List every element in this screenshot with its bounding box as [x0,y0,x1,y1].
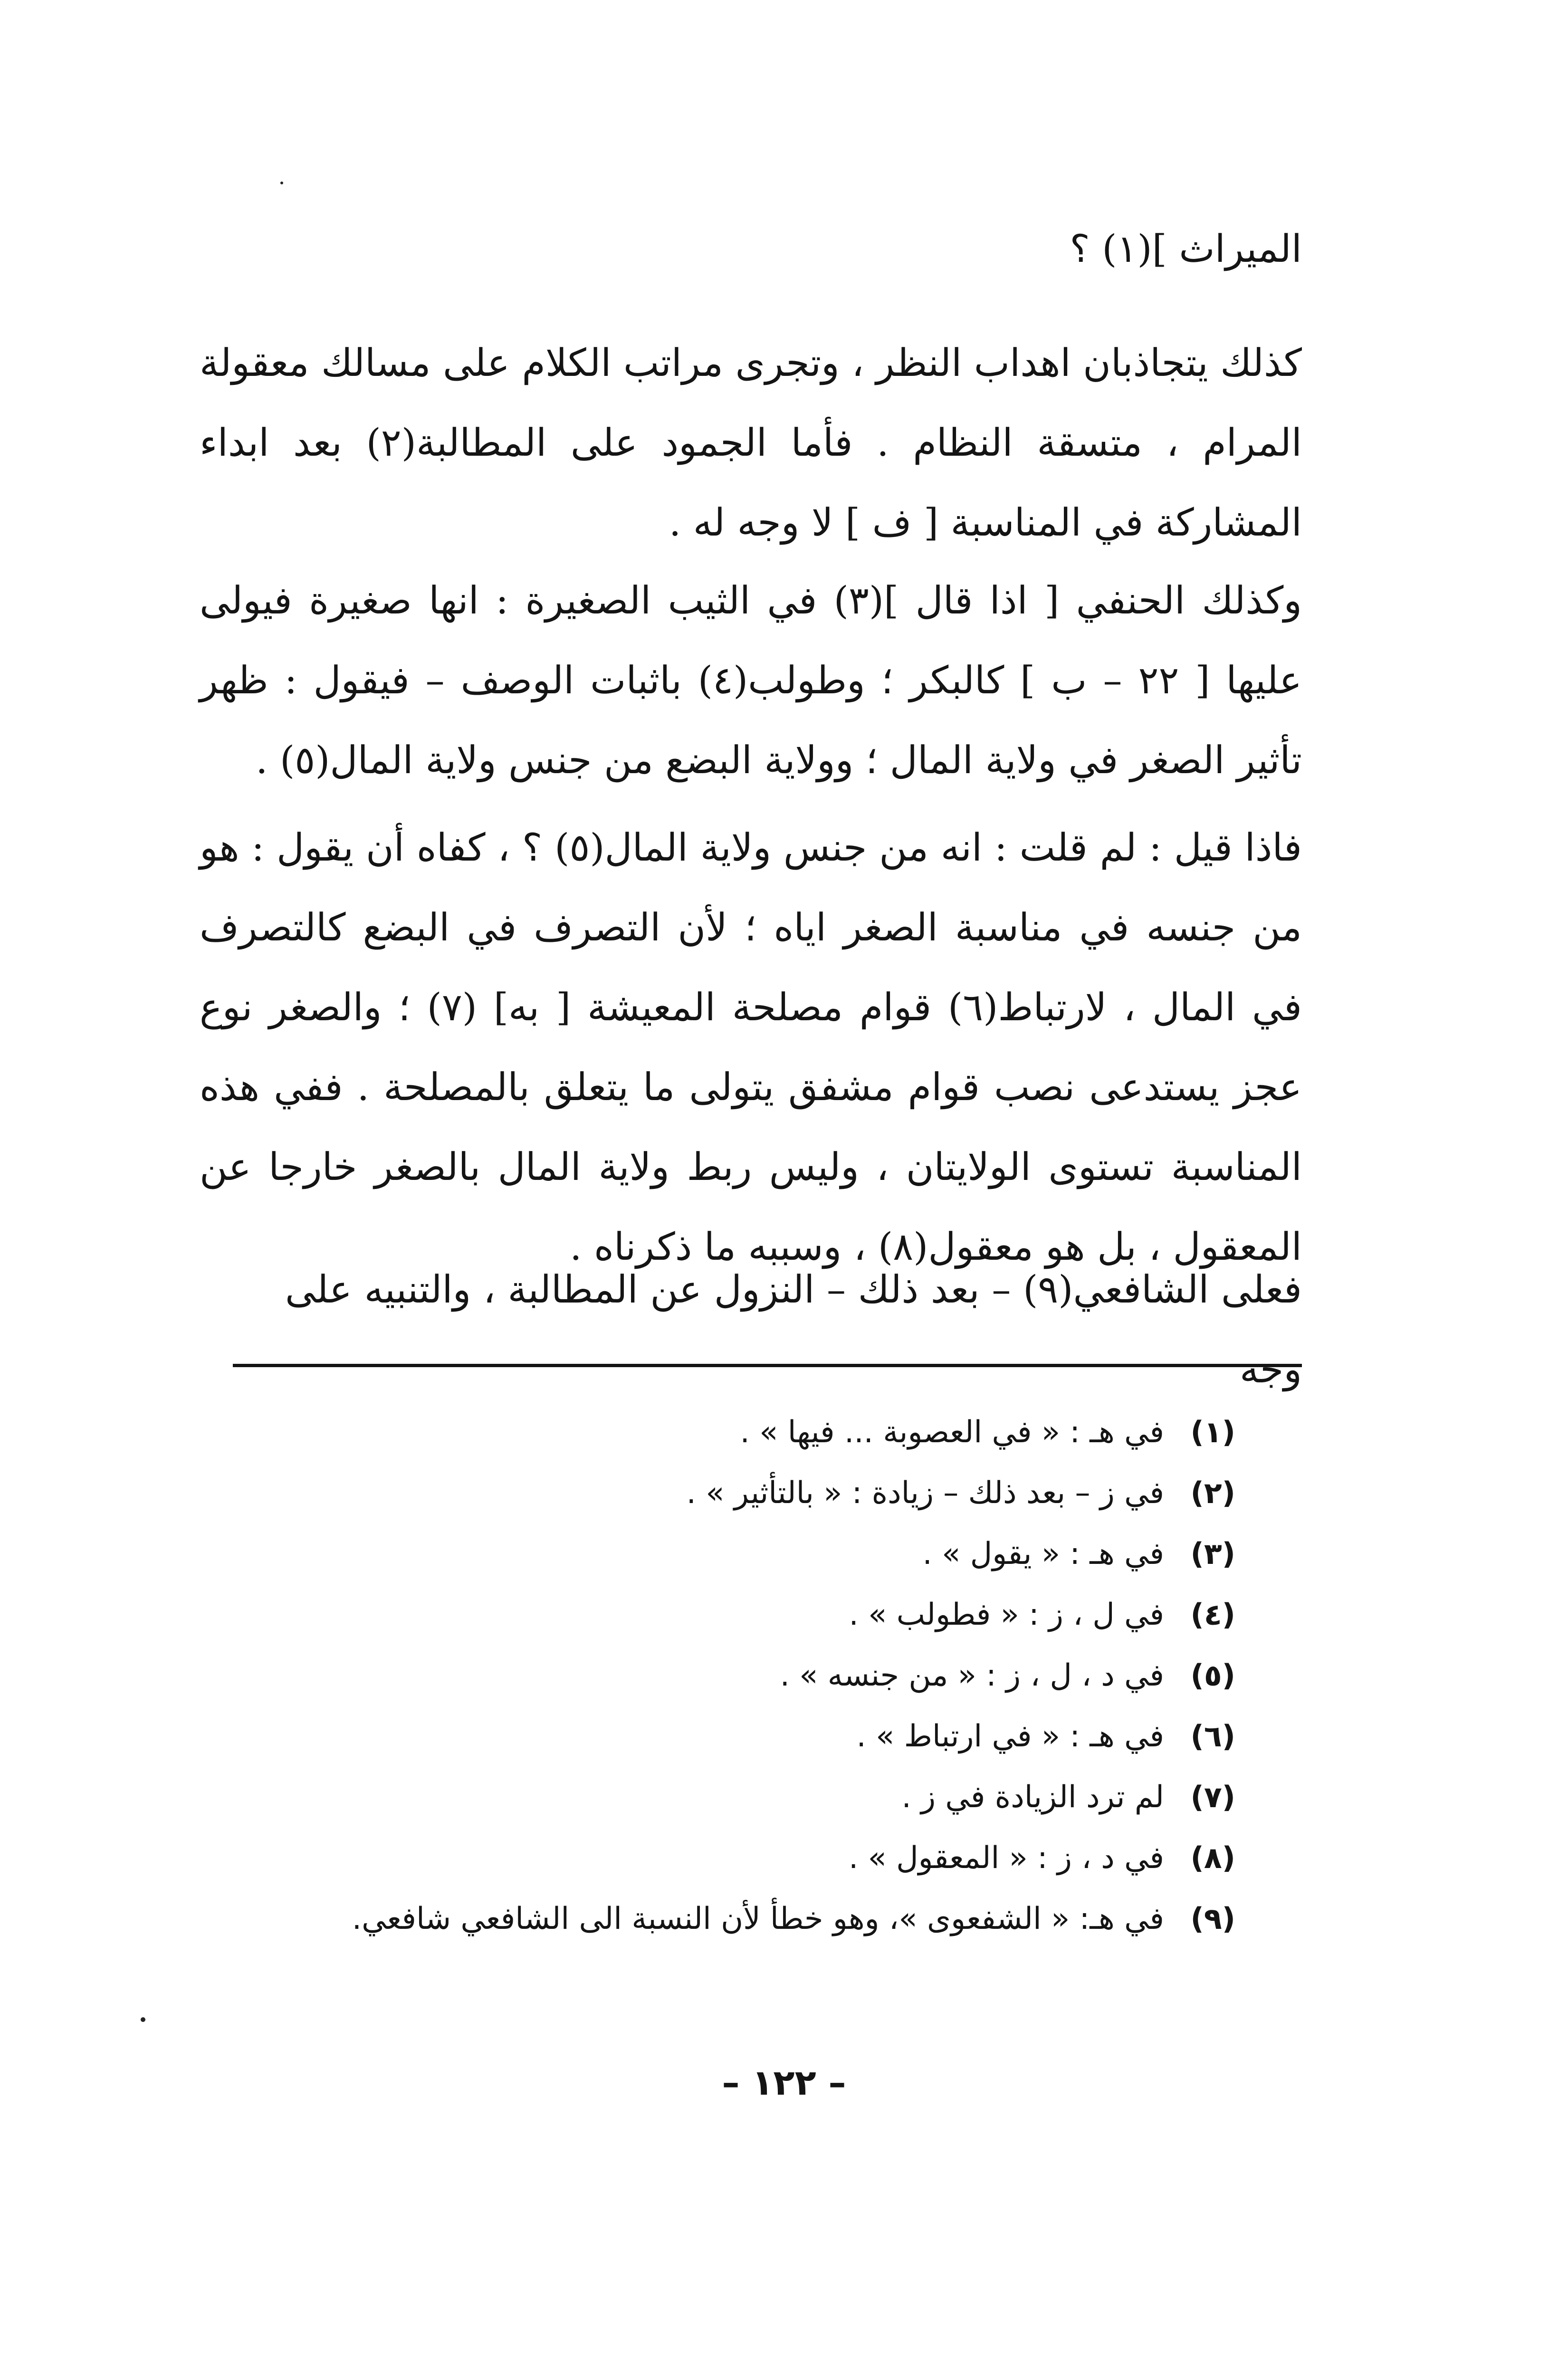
footnote-text: في هـ: « الشفعوى »، وهو خطأ لأن النسبة الى الشافعي شافعي. [352,1901,1164,1936]
footnote-text: في د ، ز : « المعقول » . [848,1840,1164,1876]
footnote-number: (٥) [1190,1658,1235,1693]
footnote-number: (٧) [1190,1780,1235,1814]
footnote-number: (٣) [1190,1536,1235,1571]
footnote-4 [238,1584,1235,1645]
footnote-text: في هـ : « في العصوبة ... فيها » . [740,1415,1164,1450]
footnote-separator-rule [233,1364,1302,1367]
footnote-text: في د ، ل ، ز : « من جنسه » . [780,1658,1164,1693]
scan-speck [141,2017,145,2022]
footnote-2 [238,1463,1235,1523]
footnotes-list [238,1402,1235,1949]
footnote-number: (٤) [1190,1597,1235,1632]
paragraph-4: فعلى الشافعي(٩) – بعد ذلك – النزول عن المطالبة ، والتنبيه على وجه [285,1267,1302,1391]
footnote-9 [238,1888,1235,1949]
continued-heading-line: الميراث ](١) ؟ [1070,227,1302,271]
footnote-number: (٩) [1190,1901,1235,1936]
footnote-text: في هـ : « في ارتباط » . [856,1719,1164,1754]
scan-speck [280,182,283,184]
footnote-number: (٦) [1190,1719,1235,1753]
footnote-number: (٢) [1190,1475,1235,1510]
paragraph-1: كذلك يتجاذبان اهداب النظر ، وتجرى مراتب الكلام على مسالك معقولة المرام ، متسقة النظام . فأما الجمود على المطالبة(٢) بعد ابداء المشاركة في المناسبة [ ف ] لا وجه له . [200,341,1302,545]
footnote-text: لم ترد الزيادة في ز . [901,1780,1164,1815]
paragraph-2: وكذلك الحنفي [ اذا قال ](٣) في الثيب الصغيرة : انها صغيرة فيولى عليها [ ٢٢ – ب ] كالبكر ؛ وطولب(٤) باثبات الوصف – فيقول : ظهر تأثير الصغر في ولاية المال ؛ وولاية البضع من جنس ولاية المال(٥) . [200,578,1302,782]
footnote-number: (١) [1190,1415,1235,1449]
footnote-8 [238,1828,1235,1888]
page-number: – ١٢٢ – [722,2062,846,2103]
footnote-text: في ل ، ز : « فطولب » . [849,1597,1164,1632]
footnote-7 [238,1767,1235,1828]
footnote-1 [238,1402,1235,1463]
paragraph-3: فاذا قيل : لم قلت : انه من جنس ولاية المال(٥) ؟ ، كفاه أن يقول : هو من جنسه في مناسبة الصغر اياه ؛ لأن التصرف في البضع كالتصرف في المال ، لارتباط(٦) قوام مصلحة المعيشة [ به] (٧) ؛ والصغر نوع عجز يستدعى نصب قوام مشفق يتولى ما يتعلق بالمصلحة . ففي هذه المناسبة تستوى الولايتان ، وليس ربط ولاية المال بالصغر خارجا عن المعقول ، بل هو معقول(٨) ، وسببه ما ذكرناه . [200,825,1302,1269]
footnote-number: (٨) [1190,1840,1235,1875]
footnote-text: في ز – بعد ذلك – زيادة : « بالتأثير » . [686,1475,1164,1511]
footnote-5 [238,1645,1235,1706]
footnote-6 [238,1706,1235,1767]
footnote-text: في هـ : « يقول » . [922,1536,1164,1571]
footnote-3 [238,1523,1235,1584]
